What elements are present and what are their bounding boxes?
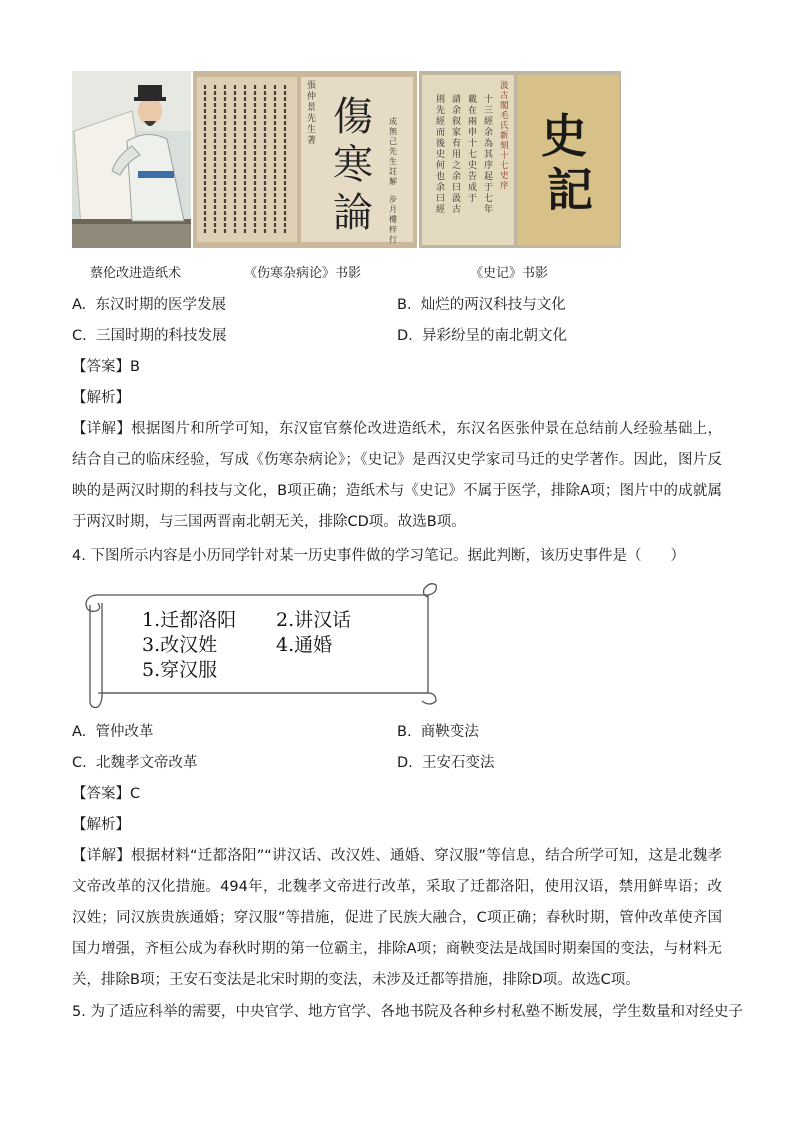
q4-detail: 【详解】根据材料“迁都洛阳”“讲汉话、改汉姓、通婚、穿汉服”等信息，结合所学可知，这是北魏孝文帝改革的汉化措施。494年，北魏孝文帝进行改革，采取了迁都洛阳，使用汉语，禁用鲜卑语；改汉姓；同汉族贵族通婚；穿汉服”等措施，促进了民族大融合，C项正确；春秋时期，管仲改革使齐国国力增强，齐桓公成为春秋时期的第一位霸主，排除A项；商鞅变法是战国时期秦国的变法，与材料无关，排除B项；王安石变法是北宋时期的变法，未涉及迁都等措施，排除D项。故选C项。	[72, 848, 722, 988]
q4-option-c-letter: C.	[72, 755, 87, 771]
q3-option-c	[72, 326, 226, 346]
q3-option-a	[72, 295, 226, 315]
q3-option-a-text: 东汉时期的医学发展	[95, 297, 226, 313]
shanghan-text-columns	[197, 77, 297, 242]
shanghan-title-page	[301, 77, 413, 242]
shanghan-title-glyph-3: 論	[333, 190, 373, 236]
q4-option-d	[397, 753, 495, 773]
shiji-page-line-1: 十三經余為其序起于七年	[484, 95, 494, 215]
q4-option-a-letter: A.	[72, 724, 87, 740]
q3-option-b-letter: B.	[397, 297, 412, 313]
shiji-cover-glyph-2: 記	[547, 163, 593, 217]
shanghan-left-page	[197, 77, 297, 242]
q3-option-a-letter: A.	[72, 297, 87, 313]
q5-stem: 5. 为了适应科举的需要，中央官学、地方官学、各地书院及各种乡村私塾不断发展，学生数量和对经史子	[72, 1004, 743, 1020]
q3-option-c-text: 三国时期的科技发展	[95, 328, 227, 344]
shanghan-side-text-3: 步月樓梓行	[389, 195, 397, 244]
q4-option-a	[72, 722, 154, 742]
shiji-page-line-2: 載在兩申十七史告成于	[468, 95, 478, 204]
q3-detail: 【详解】根据图片和所学可知，东汉宦官蔡伦改进造纸术，东汉名医张仲景在总结前人经验基础上，结合自己的临床经验，写成《伤寒杂病论》；《史记》是西汉史学家司马迁的史学著作。因此，图片反映的是两汉时期的科技与文化，B项正确；造纸术与《史记》不属于医学，排除A项；图片中的成就属于两汉时期，与三国两晋南北朝无关，排除CD项。故选B项。	[72, 421, 722, 530]
scroll-item-4: 4.通婚	[276, 634, 333, 656]
q4-option-b	[397, 722, 479, 742]
q4-option-c-text: 北魏孝文帝改革	[95, 755, 198, 771]
q3-answer: 【答案】B	[72, 359, 140, 375]
q3-option-d	[397, 326, 567, 346]
shanghan-book-photo	[193, 71, 417, 248]
q4-option-c	[72, 753, 197, 773]
scroll-item-1: 1.迁都洛阳	[142, 609, 237, 631]
scroll-outline	[80, 583, 442, 711]
q3-option-c-letter: C.	[72, 328, 87, 344]
q4-scroll-figure	[80, 583, 442, 711]
caption-shanghan: 《伤寒杂病论》书影	[244, 266, 362, 281]
shanghan-title-glyph-1: 傷	[333, 94, 373, 140]
q4-option-a-text: 管仲改革	[95, 724, 154, 740]
shanghan-side-text-1: 張仲景先生著	[307, 81, 317, 146]
cai-lun-illustration	[72, 71, 191, 248]
q4-option-b-text: 商鞅变法	[420, 724, 479, 740]
shiji-cover	[517, 75, 619, 245]
q4-option-d-letter: D.	[397, 755, 413, 771]
q3-option-b-text: 灿烂的两汉科技与文化	[420, 297, 566, 313]
q4-answer: 【答案】C	[72, 786, 141, 802]
shiji-book-photo	[419, 71, 621, 248]
shiji-page-header: 汲古閣毛氏新刻十七史序	[500, 81, 509, 191]
q4-analysis-label: 【解析】	[72, 817, 130, 833]
caption-shiji: 《史记》书影	[470, 266, 549, 281]
q4-stem: 4. 下图所示内容是小历同学针对某一历史事件做的学习笔记。据此判断，该历史事件是（ ）	[72, 548, 685, 564]
q3-option-b	[397, 295, 566, 315]
scroll-item-3: 3.改汉姓	[142, 634, 218, 656]
q3-option-d-text: 异彩纷呈的南北朝文化	[422, 328, 567, 344]
q3-analysis-label: 【解析】	[72, 390, 130, 406]
q4-option-d-text: 王安石变法	[422, 755, 495, 771]
scroll-item-2: 2.讲汉话	[276, 609, 352, 631]
shanghan-side-text-2: 成無己先生註解	[389, 117, 397, 186]
scroll-item-5: 5.穿汉服	[142, 659, 218, 681]
shiji-page-line-4: 則先經而後史何也余曰經	[436, 95, 446, 215]
q3-option-d-letter: D.	[397, 328, 413, 344]
q4-option-b-letter: B.	[397, 724, 412, 740]
caption-cai-lun: 蔡伦改进造纸术	[90, 266, 182, 281]
shiji-text-page	[422, 75, 514, 245]
cai-lun-drawing	[72, 71, 191, 248]
shiji-page-line-3: 請余叙家有用之余曰汲古	[452, 95, 462, 215]
shanghan-title-glyph-2: 寒	[333, 142, 373, 188]
shiji-cover-glyph-1: 史	[541, 109, 587, 163]
